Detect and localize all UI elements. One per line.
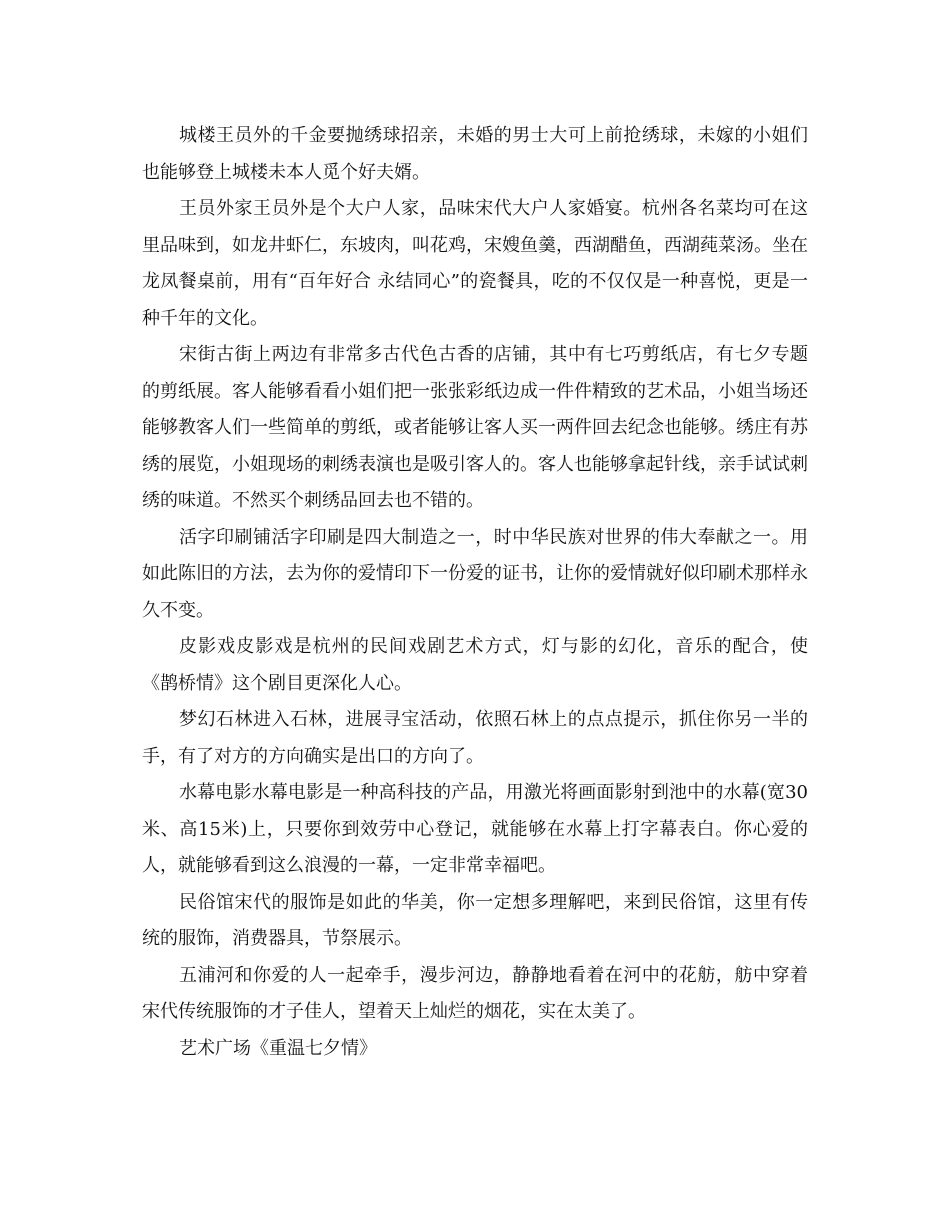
paragraph-movable-type: 活字印刷铺活字印刷是四大制造之一，时中华民族对世界的伟大奉献之一。用如此陈旧的方法，去为你的爱情印下一份爱的证书，让你的爱情就好似印刷术那样永久不变。 — [142, 526, 808, 621]
paragraph-wupu-river: 五浦河和你爱的人一起牵手，漫步河边，静静地看着在河中的花舫，舫中穿着宋代传统服饰的才子佳人，望着天上灿烂的烟花，实在太美了。 — [142, 964, 808, 1022]
paragraph-wang-residence: 王员外家王员外是个大户人家，品味宋代大户人家婚宴。杭州各名菜均可在这里品味到，如龙井虾仁，东坡肉，叫花鸡，宋嫂鱼羹，西湖醋鱼，西湖莼菜汤。坐在龙凤餐桌前，用有“百年好合 永结同心”的瓷餐具，吃的不仅仅是一种喜悦，更是一种千年的文化。 — [142, 198, 808, 329]
document-page — [142, 118, 808, 1067]
paragraph-stone-forest: 梦幻石林进入石林，进展寻宝活动，依照石林上的点点提示，抓住你另一半的手，有了对方的方向确实是出口的方向了。 — [142, 709, 808, 767]
paragraph-folk-museum: 民俗馆宋代的服饰是如此的华美，你一定想多理解吧，来到民俗馆，这里有传统的服饰，消费器具，节祭展示。 — [142, 891, 808, 949]
paragraph-city-tower: 城楼王员外的千金要抛绣球招亲，未婚的男士大可上前抢绣球，未嫁的小姐们也能够登上城楼未本人觅个好夫婿。 — [142, 125, 808, 183]
paragraph-song-street: 宋街古街上两边有非常多古代色古香的店铺，其中有七巧剪纸店，有七夕专题的剪纸展。客人能够看看小姐们把一张张彩纸边成一件件精致的艺术品，小姐当场还能够教客人们一些简单的剪纸，或者能够让客人买一两件回去纪念也能够。绣庄有苏绣的展览，小姐现场的刺绣表演也是吸引客人的。客人也能够拿起针线，亲手试试刺绣的味道。不然买个刺绣品回去也不错的。 — [142, 344, 808, 511]
paragraph-water-screen: 水幕电影水幕电影是一种高科技的产品，用激光将画面影射到池中的水幕(宽30米、高15米)上，只要你到效劳中心登记，就能够在水幕上打字幕表白。你心爱的人，就能够看到这么浪漫的一幕，一定非常幸福吧。 — [142, 782, 808, 876]
paragraph-art-square: 艺术广场《重温七夕情》 — [179, 1037, 377, 1059]
paragraph-shadow-play: 皮影戏皮影戏是杭州的民间戏剧艺术方式，灯与影的幻化，音乐的配合，使《鹊桥情》这个剧目更深化人心。 — [142, 636, 808, 694]
